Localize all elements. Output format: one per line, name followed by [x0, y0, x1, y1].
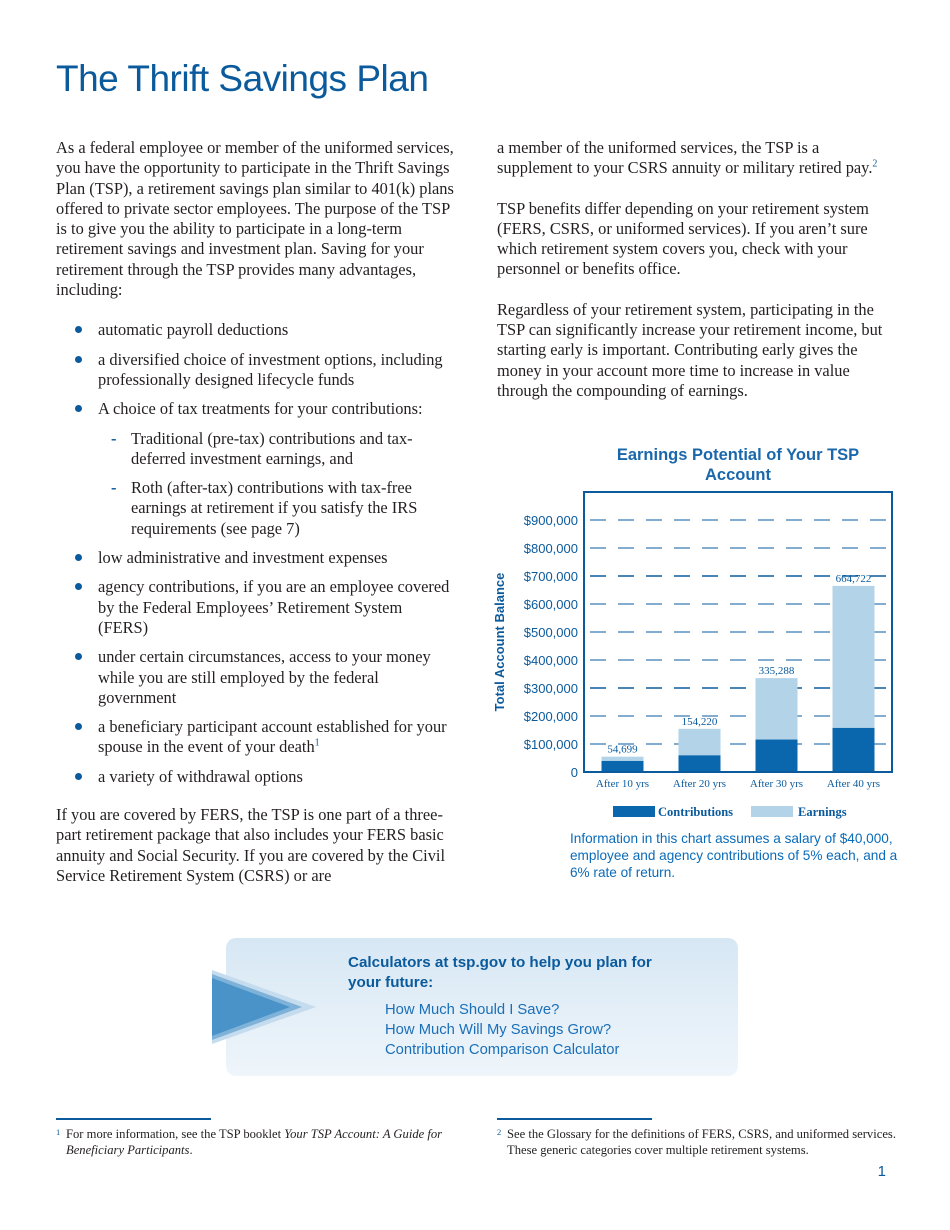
tax-treatment-list	[98, 429, 456, 539]
footnote-divider	[56, 1118, 211, 1120]
sub-list-item: - Traditional (pre-tax) contributions and tax-deferred investment earnings, and	[111, 428, 413, 468]
legend-label-contributions: Contributions	[658, 805, 734, 819]
legend-swatch-earnings	[751, 806, 793, 817]
y-tick-label: $500,000	[523, 625, 578, 640]
earnings-bar	[756, 678, 798, 739]
bullet-dot-icon	[75, 583, 82, 590]
list-item: agency contributions, if you are an employee covered by the Federal Employees’ Retirement System (FERS)	[56, 577, 456, 638]
chart-title: Earnings Potential of Your TSP Account	[616, 446, 860, 484]
dash-icon: -	[111, 478, 117, 498]
bullet-dot-icon	[75, 554, 82, 561]
legend-label-earnings: Earnings	[798, 805, 847, 819]
data-label: 335,288	[758, 665, 795, 678]
dash-icon: -	[111, 428, 117, 448]
footnote-ref-2[interactable]: 2	[872, 158, 878, 170]
advantages-list	[56, 320, 456, 787]
bullet-dot-icon	[75, 653, 82, 660]
data-label: 54,699	[607, 743, 638, 756]
contribution-comparison-link[interactable]: Contribution Comparison Calculator	[385, 1042, 620, 1058]
footnote-divider	[497, 1118, 652, 1120]
continuation-paragraph: a member of the uniformed services, the TSP is a supplement to your CSRS annuity or military retired pay.$^2$	[497, 138, 878, 178]
x-tick-label: After 10 yrs	[595, 778, 650, 790]
footnote-1: 1 For more information, see the TSP booklet Your TSP Account: A Guide for Beneficiary Participants.	[56, 1127, 443, 1157]
list-item: a beneficiary participant account established for your spouse in the event of your death$^1$	[56, 717, 456, 758]
fers-paragraph: If you are covered by FERS, the TSP is one part of a three-part retirement package that also includes your FERS basic annuity and Social Security. If you are covered by the Civil Service Retirement System (CSRS) or are	[56, 805, 446, 885]
legend-swatch-contributions	[613, 806, 655, 817]
sub-list-item: - Roth (after-tax) contributions with tax-free earnings at retirement if you satisfy the IRS requirements (see page 7)	[111, 478, 418, 538]
footnote-ref-1[interactable]: 1	[314, 737, 320, 749]
footnote-2: 2 See the Glossary for the definitions of FERS, CSRS, and uniformed services. These generic categories cover multiple retirement systems.	[497, 1127, 896, 1157]
early-start-paragraph: Regardless of your retirement system, participating in the TSP can significantly increase your retirement income, but starting early is important. Contributing early gives the money in your account more time to increase in value through the compounding of earnings.	[497, 299, 883, 400]
list-item: under certain circumstances, access to your money while you are still employed by the federal government	[56, 647, 456, 708]
bullet-dot-icon	[75, 723, 82, 730]
right-column	[497, 138, 897, 421]
benefits-paragraph: TSP benefits differ depending on your retirement system (FERS, CSRS, or uniformed services). If you aren’t sure which retirement system covers you, check with your personnel or benefits office.	[497, 198, 869, 279]
contributions-bar	[833, 728, 875, 772]
y-tick-label: $800,000	[523, 541, 578, 556]
bullet-dot-icon	[75, 773, 82, 780]
y-tick-label: $700,000	[523, 569, 578, 584]
y-tick-label: $200,000	[523, 709, 578, 724]
data-label: 664,722	[835, 572, 872, 585]
list-item: a diversified choice of investment options, including professionally designed lifecycle funds	[56, 350, 456, 391]
callout-heading: Calculators at tsp.gov to help you plan for your future:	[348, 954, 652, 991]
list-item: low administrative and investment expenses	[56, 548, 456, 568]
bullet-dot-icon	[75, 405, 82, 412]
y-tick-label: $600,000	[523, 597, 578, 612]
y-tick-label: $400,000	[523, 653, 578, 668]
earnings-bar	[602, 757, 644, 761]
y-tick-label: 0	[570, 765, 578, 780]
left-column	[56, 138, 456, 906]
x-tick-label: After 40 yrs	[826, 778, 881, 790]
list-item: a variety of withdrawal options	[56, 767, 456, 787]
data-label: 154,220	[681, 715, 718, 728]
chart-note: Information in this chart assumes a salary of $40,000, employee and agency contributions of 5% each, and a 6% rate of return.	[570, 831, 898, 880]
y-axis-label: Total Account Balance	[492, 572, 507, 712]
contributions-bar	[756, 740, 798, 772]
savings-grow-link[interactable]: How Much Will My Savings Grow?	[385, 1022, 612, 1038]
earnings-bar	[679, 729, 721, 755]
calculator-links	[385, 1000, 619, 1060]
y-tick-label: $900,000	[523, 513, 578, 528]
bullet-dot-icon	[75, 356, 82, 363]
contributions-bar	[679, 755, 721, 772]
arrow-icon	[212, 970, 322, 1044]
earnings-bar	[833, 586, 875, 728]
contributions-bar	[602, 761, 644, 772]
list-item: automatic payroll deductions	[56, 320, 456, 340]
x-tick-label: After 20 yrs	[672, 778, 727, 790]
y-tick-label: $100,000	[523, 737, 578, 752]
how-much-save-link[interactable]: How Much Should I Save?	[385, 1002, 560, 1018]
page-title: The Thrift Savings Plan	[56, 58, 429, 99]
bullet-dot-icon	[75, 326, 82, 333]
x-tick-label: After 30 yrs	[749, 778, 804, 790]
y-tick-label: $300,000	[523, 681, 578, 696]
intro-paragraph: As a federal employee or member of the uniformed services, you have the opportunity to participate in the Thrift Savings Plan (TSP), a retirement savings plan similar to 401(k) plans offered to private sector employees. The purpose of the TSP is to give you the ability to participate in a long-term retirement savings and investment plan. Saving for your retirement through the TSP provides many advantages, including:	[56, 138, 454, 300]
earnings-chart	[490, 488, 910, 828]
page-number: 1	[877, 1163, 886, 1180]
list-item: A choice of tax treatments for your contributions: - Traditional (pre-tax) contributions and tax-deferred investment earnings, and - Roth (after-tax) contributions with tax-free earnings at retirement if you satisfy the IRS requirements (see page 7)	[56, 399, 456, 539]
